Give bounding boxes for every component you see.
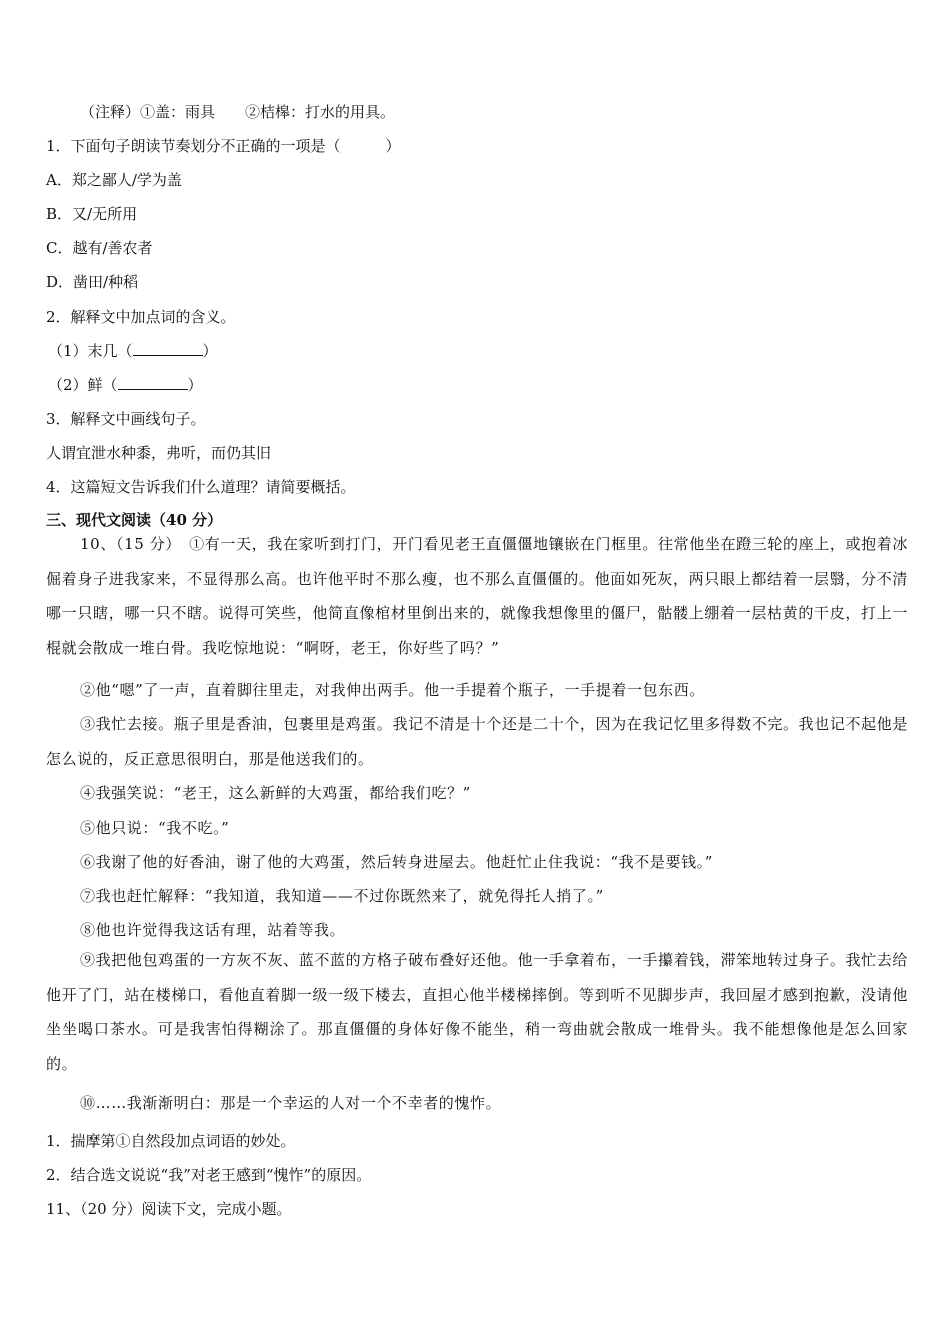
passage-paragraph-7: ⑦我也赶忙解释：“我知道，我知道——不过你既然来了，就免得托人捎了。” <box>80 887 604 905</box>
question-4-stem: 4．这篇短文告诉我们什么道理？请简要概括。 <box>46 478 356 496</box>
passage-paragraph-2: ②他“嗯”了一声，直着脚往里走，对我伸出两手。他一手提着个瓶子，一手提着一包东西。 <box>80 681 705 699</box>
passage-paragraph-8: ⑧他也许觉得我这话有理，站着等我。 <box>80 921 346 939</box>
item-2-suffix: ） <box>187 376 203 394</box>
section-3-heading: 三、现代文阅读（40 分） <box>46 511 223 529</box>
option-c: C．越有/善农者 <box>46 239 153 257</box>
passage-paragraph-10: ⑩……我渐渐明白：那是一个幸运的人对一个不幸者的愧怍。 <box>80 1094 502 1112</box>
passage-paragraph-6: ⑥我谢了他的好香油，谢了他的大鸡蛋，然后转身进屋去。他赶忙止住我说：“我不是要钱。” <box>80 853 714 871</box>
option-d: D．凿田/种稻 <box>46 273 139 291</box>
passage-paragraph-3: ③我忙去接。瓶子里是香油，包裹里是鸡蛋。我记不清是十个还是二十个，因为在我记忆里多得数不完。我也记不起他是怎么说的，反正意思很明白，那是他送我们的。 <box>46 715 908 768</box>
answer-blank[interactable] <box>118 375 188 390</box>
item-2-prefix: （2）鲜（ <box>48 376 118 394</box>
question-2-item-1 <box>48 341 910 361</box>
item-1-suffix: ） <box>202 342 218 360</box>
question-1-stem: 1．下面句子朗读节奏划分不正确的一项是（ ） <box>46 137 401 155</box>
passage-paragraph-1: 10、（15 分） ①有一天，我在家听到打门，开门看见老王直僵僵地镶嵌在门框里。往常他坐在蹬三轮的座上，或抱着冰倔着身子进我家来，不显得那么高。也许他平时不那么瘦，也不那么直僵僵的。他面如死灰，两只眼上都结着一层翳，分不清哪一只瞎，哪一只不瞎。说得可笑些，他简直像棺材里倒出来的，就像我想像里的僵尸，骷髅上绷着一层枯黄的干皮，打上一棍就会散成一堆白骨。我吃惊地说：“啊呀，老王，你好些了吗？” <box>46 535 908 657</box>
question-2-item-2 <box>48 375 910 395</box>
item-1-prefix: （1）末几（ <box>48 342 133 360</box>
passage-paragraph-5: ⑤他只说：“我不吃。” <box>80 819 230 837</box>
annotation-note: （注释）①盖：雨具 ②桔槔：打水的用具。 <box>80 103 396 121</box>
option-b: B．又/无所用 <box>46 205 138 223</box>
passage-question-1: 1．揣摩第①自然段加点词语的妙处。 <box>46 1132 296 1150</box>
option-a: A．郑之鄙人/学为盖 <box>46 171 182 189</box>
passage-paragraph-4: ④我强笑说：“老王，这么新鲜的大鸡蛋，都给我们吃？” <box>80 784 471 802</box>
question-3-sentence: 人谓宜泄水种黍，弗听，而仍其旧 <box>46 444 272 462</box>
question-11-heading: 11、（20 分）阅读下文，完成小题。 <box>46 1200 292 1218</box>
answer-blank[interactable] <box>133 341 203 356</box>
passage-question-2: 2．结合选文说说“我”对老王感到“愧怍”的原因。 <box>46 1166 372 1184</box>
question-2-stem: 2．解释文中加点词的含义。 <box>46 308 236 326</box>
question-3-stem: 3．解释文中画线句子。 <box>46 410 206 428</box>
passage-paragraph-9: ⑨我把他包鸡蛋的一方灰不灰、蓝不蓝的方格子破布叠好还他。他一手拿着布，一手攥着钱，滞笨地转过身子。我忙去给他开了门，站在楼梯口，看他直着脚一级一级下楼去，直担心他半楼梯摔倒。等到听不见脚步声，我回屋才感到抱歉，没请他坐坐喝口茶水。可是我害怕得糊涂了。那直僵僵的身体好像不能坐，稍一弯曲就会散成一堆骨头。我不能想像他是怎么回家的。 <box>46 951 908 1073</box>
